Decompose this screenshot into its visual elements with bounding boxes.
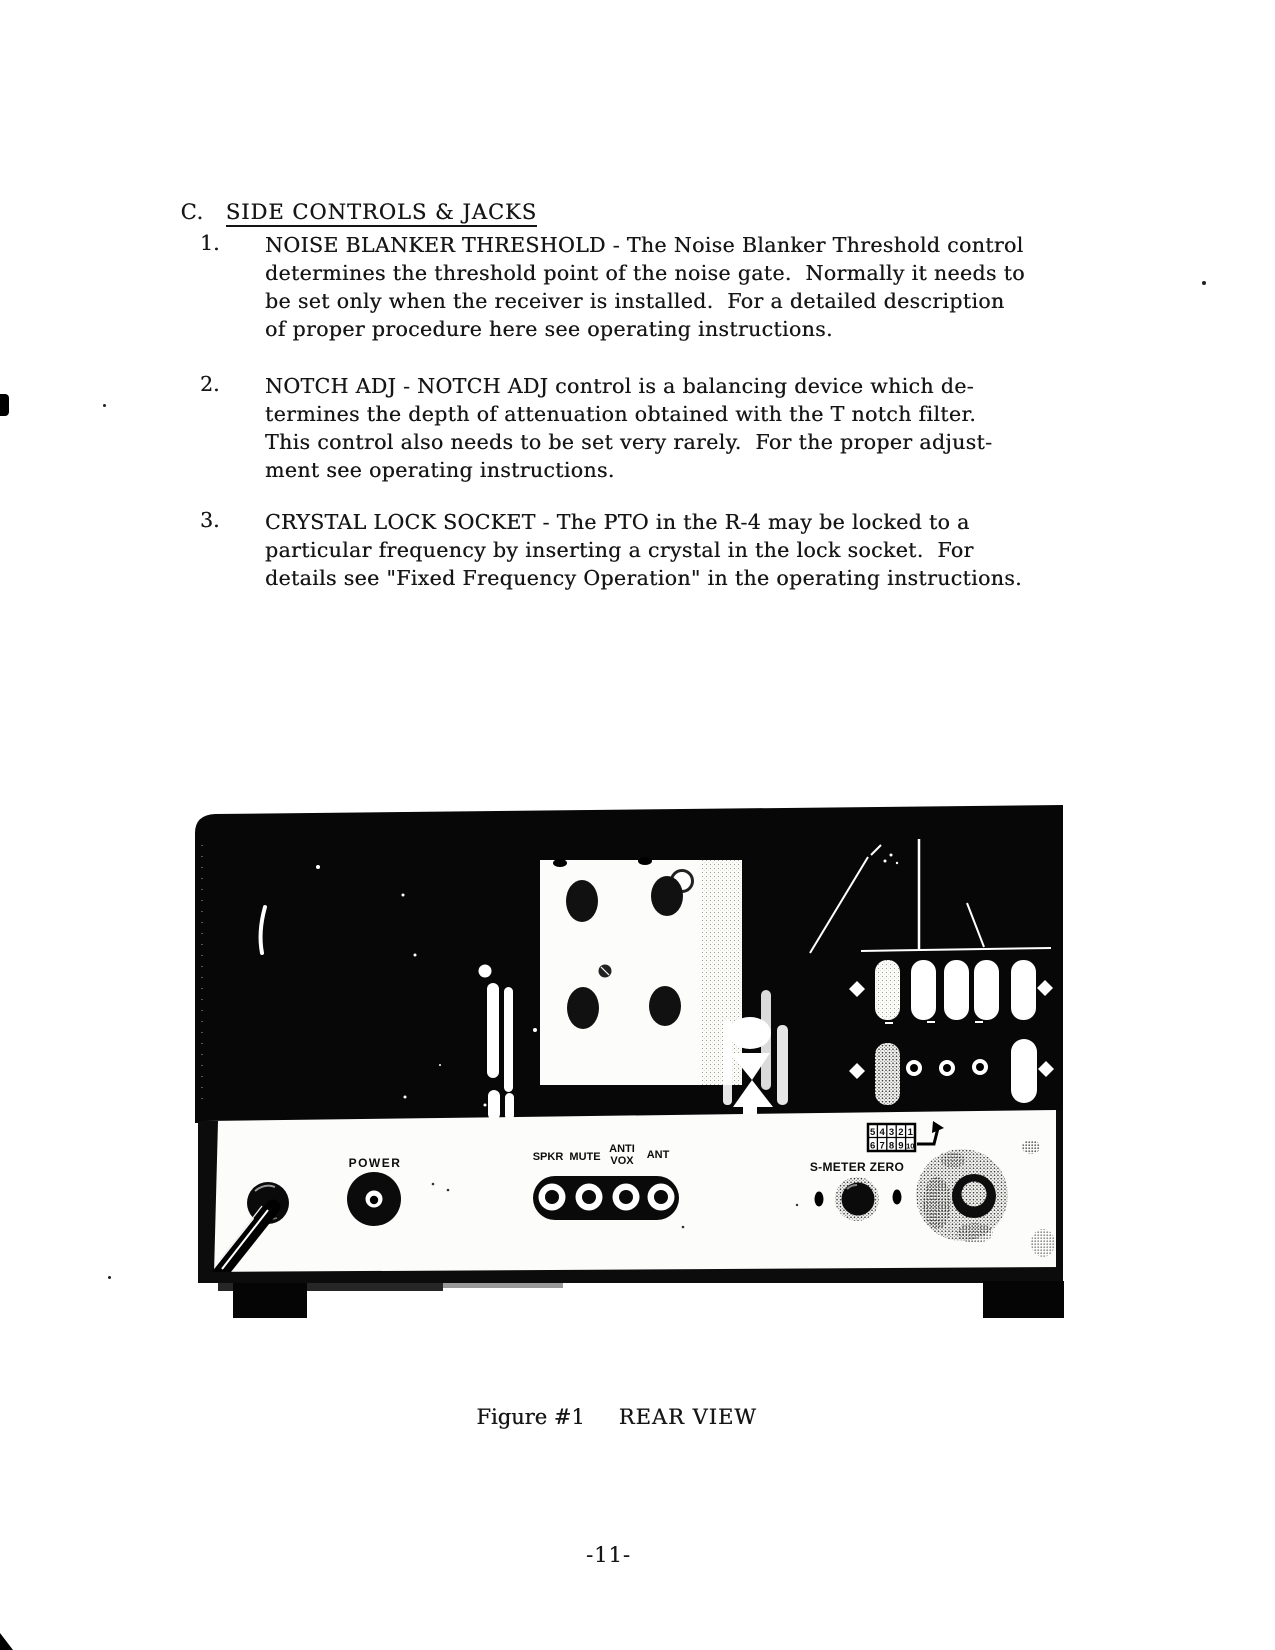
anti-label: ANTI xyxy=(609,1143,635,1155)
body-line: NOISE BLANKER THRESHOLD - The Noise Blanker Threshold control xyxy=(265,233,1024,257)
terminal-digit: 8 xyxy=(888,1140,895,1152)
body-line: CRYSTAL LOCK SOCKET - The PTO in the R-4 may be locked to a xyxy=(265,510,970,534)
terminal-digit: 1 xyxy=(907,1127,913,1138)
body-line: particular frequency by inserting a crystal in the lock socket. For xyxy=(265,538,974,562)
terminal-digit: 4 xyxy=(879,1127,885,1138)
shield-module xyxy=(540,857,742,1085)
section-letter: C. xyxy=(180,200,204,224)
terminal-digit: 3 xyxy=(888,1127,895,1138)
panel-right-edge xyxy=(1056,1110,1063,1272)
vox-label: VOX xyxy=(610,1155,634,1167)
body-line: of proper procedure here see operating instructions. xyxy=(265,317,833,341)
ant-label: ANT xyxy=(646,1149,670,1161)
chassis-foot-left xyxy=(233,1283,307,1318)
chassis-foot-right xyxy=(983,1281,1064,1318)
figure-caption xyxy=(463,1381,757,1429)
body-line: NOTCH ADJ - NOTCH ADJ control is a balancing device which de- xyxy=(265,374,974,398)
vent-slots-row1 xyxy=(849,960,1053,1020)
scan-artifact xyxy=(108,1276,111,1279)
scan-artifact xyxy=(0,394,9,416)
section-title: SIDE CONTROLS & JACKS xyxy=(226,200,537,227)
chassis-shadow xyxy=(443,1283,563,1288)
knob-pointer-mark xyxy=(893,1190,902,1205)
scan-artifact xyxy=(0,1633,13,1650)
small-port xyxy=(906,1059,988,1076)
terminal-digit: 2 xyxy=(898,1127,904,1138)
figure-caption-label: Figure #1 xyxy=(476,1405,585,1429)
power-label: POWER xyxy=(348,1156,402,1170)
terminal-digit: 6 xyxy=(870,1140,876,1152)
list-item-number: 1. xyxy=(200,231,220,255)
body-line: termines the depth of attenuation obtained with the T notch filter. xyxy=(265,402,977,426)
figure-caption-title: REAR VIEW xyxy=(618,1405,757,1429)
page-number: -11- xyxy=(586,1543,631,1567)
power-connector xyxy=(347,1172,401,1226)
body-line: be set only when the receiver is installed. For a detailed description xyxy=(265,289,1005,313)
mute-label: MUTE xyxy=(569,1151,601,1163)
spkr-label: SPKR xyxy=(532,1151,564,1163)
s-meter-zero-label: S-METER ZERO xyxy=(809,1160,905,1174)
body-line: This control also needs to be set very rarely. For the proper adjust- xyxy=(265,430,993,454)
terminal-digit: 7 xyxy=(879,1140,885,1152)
section-heading xyxy=(166,176,537,227)
scan-artifact xyxy=(103,404,106,407)
phono-jack-strip xyxy=(533,1176,679,1220)
body-line: ment see operating instructions. xyxy=(265,458,615,482)
terminal-digit: 10 xyxy=(906,1141,915,1151)
body-line: details see "Fixed Frequency Operation" in the operating instructions. xyxy=(265,566,1022,590)
center-screw xyxy=(599,965,612,978)
list-item-number: 2. xyxy=(200,372,220,396)
terminal-digit: 5 xyxy=(870,1127,876,1138)
list-item-number: 3. xyxy=(200,508,220,532)
figure-photo-rear-view xyxy=(185,775,1065,1320)
body-line: determines the threshold point of the noise gate. Normally it needs to xyxy=(265,261,1025,285)
knob-pointer-mark xyxy=(815,1192,824,1207)
scan-artifact xyxy=(1202,281,1206,285)
terminal-digit: 9 xyxy=(898,1140,904,1152)
